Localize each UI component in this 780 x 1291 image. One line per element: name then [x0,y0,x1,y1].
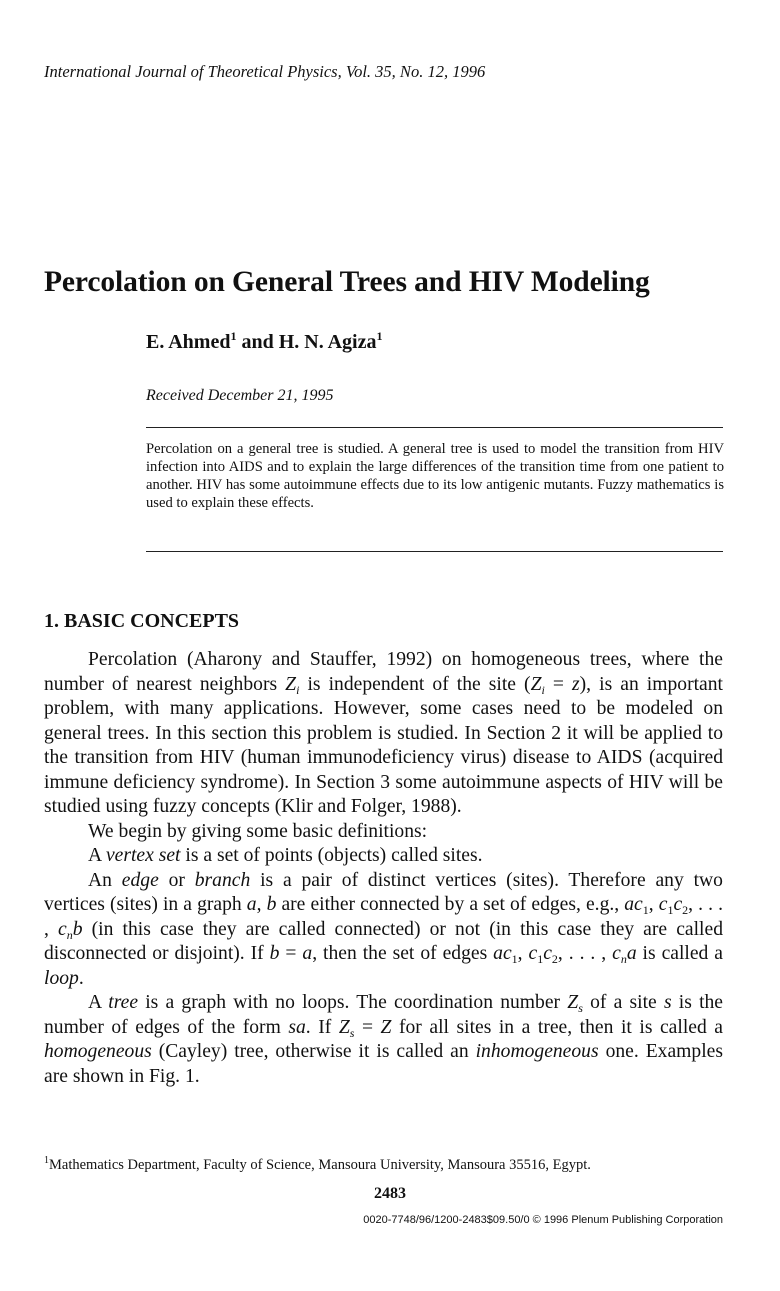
math-sub: 1 [537,952,544,966]
paper-title: Percolation on General Trees and HIV Modeling [44,266,650,298]
text: one. Examples are shown in Fig. 1. [44,1041,723,1087]
paragraph-4 [44,869,723,992]
text: A [88,992,109,1013]
affiliation-mark-1: 1 [230,329,237,343]
author-2: H. N. Agiza [278,331,377,353]
abstract: Percolation on a general tree is studied. A general tree is used to model the transition from HIV infection into AIDS and to explain the large differences of the transition time from one patient to another. HIV has some autoimmune effects due to its low antigenic mutants. Fuzzy mathematics is used to explain these effects. [146,441,724,511]
affiliation-mark-2: 1 [376,329,383,343]
text: (in this case they are called connected) or not (in this case they are called disconnected or disjoint). If [44,918,723,964]
abstract-top-rule [146,427,723,428]
math-sub: 1 [511,952,518,966]
math-var: z [572,673,580,695]
authors [146,331,383,354]
section-body [44,648,723,1089]
math-var: sa [288,1016,306,1038]
abstract-bottom-rule [146,551,723,552]
defined-term: homogeneous [44,1041,152,1062]
math-var: b [72,918,83,940]
math-var: s [663,992,672,1013]
math-var: b [266,894,277,915]
author-1: E. Ahmed [146,331,231,353]
text: ), is an important problem, with many applications. However, some cases need to be modeled on general trees. In this section this problem is studied. In Section 2 it will be applied to the transition from HIV (human immunodeficiency virus) disease to AIDS (acquired immune deficiency syndrome). In Section 3 some autoimmune aspects of HIV will be studied using fuzzy concepts (Klir and Folger, 1988). [44,673,723,817]
math-sub: n [620,952,627,966]
math-sub: 2 [551,952,558,966]
defined-term: vertex set [105,845,181,866]
math-var: Z [285,673,297,695]
math-var: Z [567,992,579,1013]
text: for all sites in a tree, then it is called a [391,1016,723,1038]
text: is a set of points (objects) called sites. [180,845,483,866]
math-var: c [58,918,67,940]
math-sub: 1 [642,903,649,917]
math-var: b [269,943,280,964]
footnote-text: Mathematics Department, Faculty of Science, Mansoura University, Mansoura 35516, Egypt. [49,1157,591,1173]
text: , [256,894,267,915]
journal-header: International Journal of Theoretical Physics, Vol. 35, No. 12, 1996 [44,62,486,81]
text: A [88,845,106,866]
defined-term: edge [121,869,159,891]
math-var: c [528,943,538,964]
text: , . . . , [557,943,613,964]
text: is called a [636,943,723,964]
math-var: a [246,894,257,915]
text: is a graph with no loops. The coordination number [138,992,568,1013]
text: An [88,869,122,891]
math-sub: 2 [682,903,689,917]
text: or [158,869,195,891]
text: , [517,943,529,964]
page-number: 2483 [374,1185,406,1202]
text: Percolation (Aharony and Stauffer, 1992) on homogeneous trees, where the number of nearest neighbors [44,649,723,695]
math-sub: s [578,1001,583,1015]
math-sub: 1 [667,903,674,917]
math-var: a [626,943,637,964]
text: is independent of the site ( [299,673,531,695]
math-var: c [673,894,683,915]
math-var: c [658,894,668,915]
text: , [648,894,659,915]
defined-term: tree [108,992,139,1013]
received-date: Received December 21, 1995 [146,387,334,404]
math-var: Z [380,1016,392,1038]
text: is a pair of distinct vertices (sites). Therefore any two vertices (sites) in a graph [44,869,723,915]
defined-term: loop [44,967,79,989]
math-var: c [543,943,552,964]
section-heading: 1. BASIC CONCEPTS [44,610,240,632]
paragraph-3 [44,844,723,869]
text: . [78,967,84,989]
text: = [279,943,303,964]
text: , . . . , [44,894,723,940]
paragraph-2: We begin by giving some basic definitions: [88,820,428,842]
authors-conjunction: and [236,331,279,353]
paragraph-5 [44,991,723,1089]
math-var: Z [338,1016,350,1038]
math-sub: n [66,927,73,942]
math-sub: s [349,1025,355,1040]
text: are either connected by a set of edges, e.g., [276,894,625,915]
text: . If [305,1016,339,1038]
math-sub: i [541,682,545,697]
text: is the number of edges of the form [44,992,724,1038]
text: = [354,1016,381,1038]
text: , then the set of edges [312,943,494,964]
text: (Cayley) tree, otherwise it is called an [151,1041,476,1062]
paragraph-1 [44,648,723,820]
math-var: a [302,943,313,964]
copyright-line: 0020-7748/96/1200-2483$09.50/0 © 1996 Plenum Publishing Corporation [363,1214,723,1226]
footnote-mark: 1 [44,1155,49,1166]
footnote [44,1157,591,1174]
math-var: ac [493,943,512,964]
math-sub: i [296,682,300,697]
defined-term: branch [194,869,251,891]
text: of a site [582,992,664,1013]
math-var: Z [530,673,542,695]
text: = [544,673,573,695]
math-var: ac [624,894,643,915]
defined-term: inhomogeneous [475,1041,599,1062]
math-var: c [612,943,621,964]
